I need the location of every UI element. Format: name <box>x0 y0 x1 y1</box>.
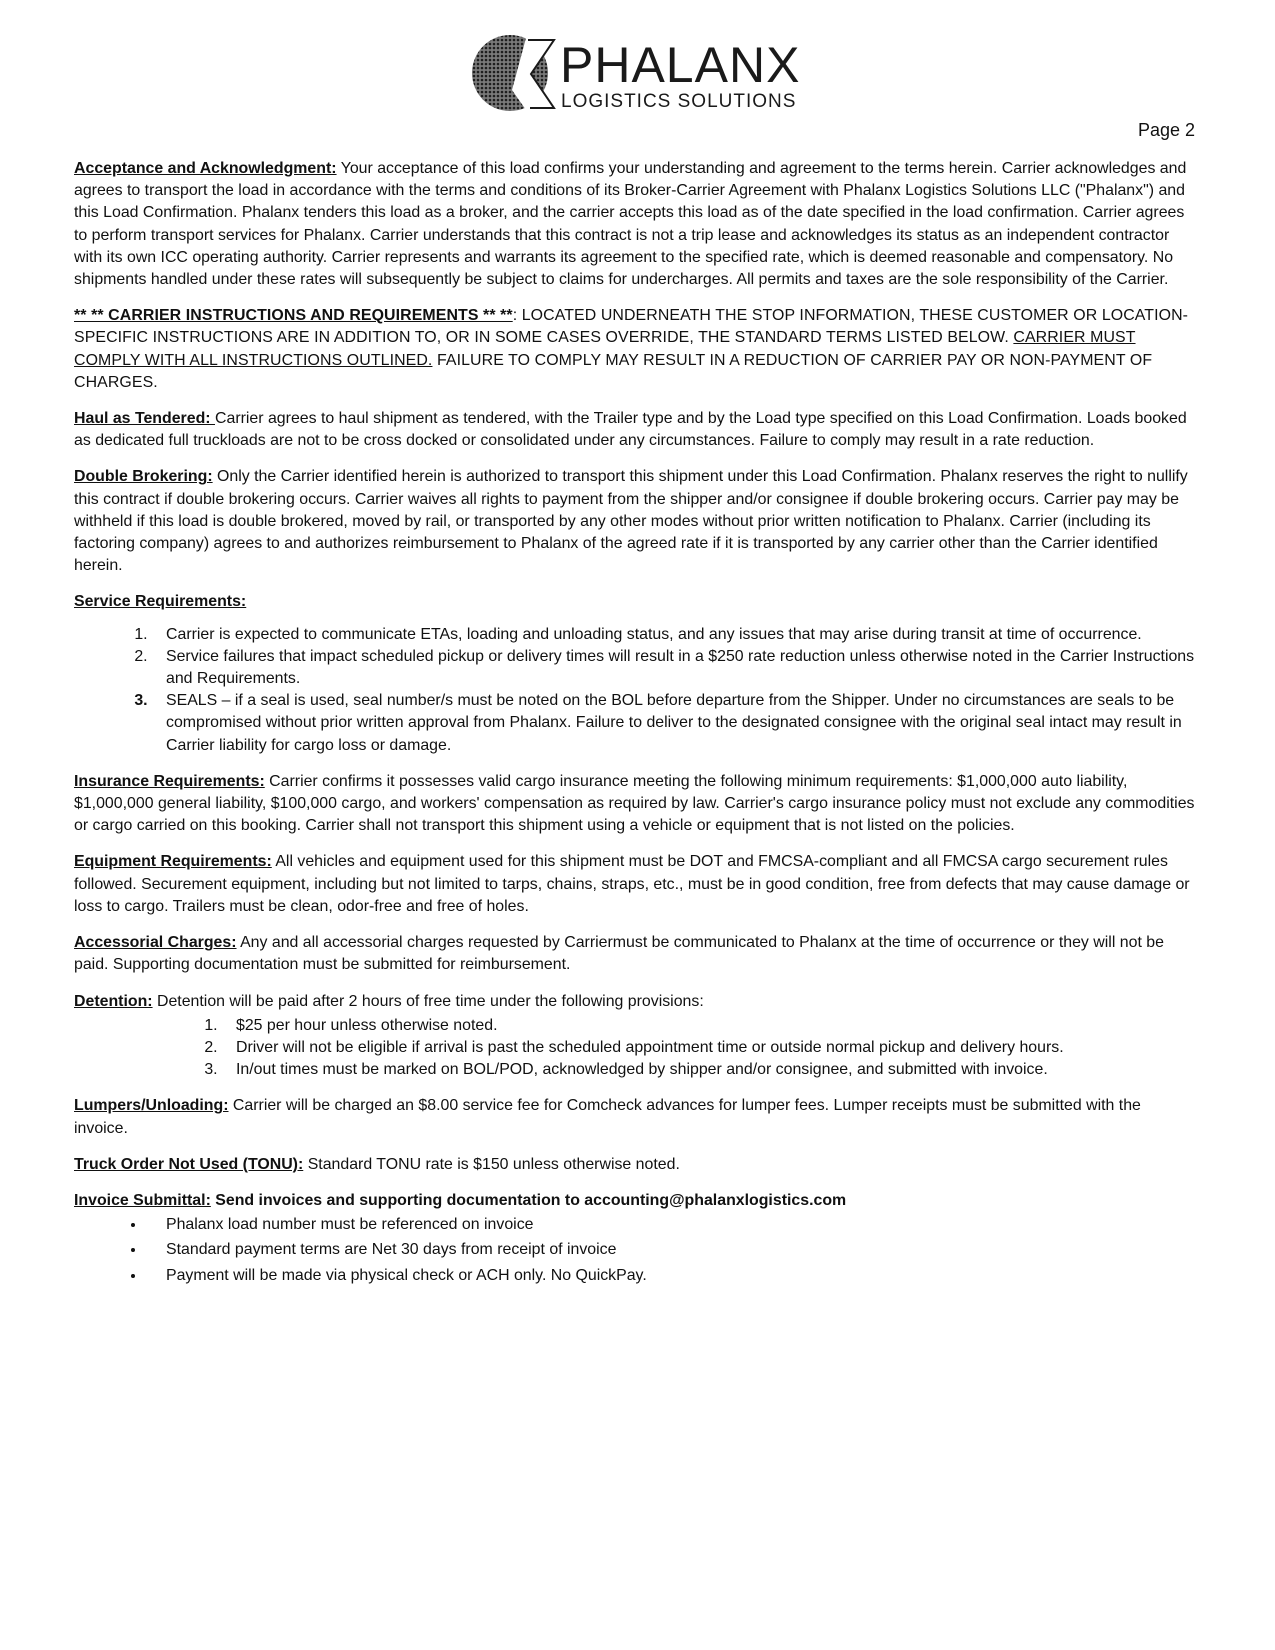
invoice-section <box>74 1190 1196 1287</box>
tonu-text: Standard TONU rate is $150 unless otherwise noted. <box>307 1155 680 1173</box>
list-item: • Payment will be made via physical check or ACH only. No QuickPay. <box>146 1265 1196 1287</box>
list-item: 2. Driver will not be eligible if arrival is past the scheduled appointment time or outside normal pickup and delivery hours. <box>222 1037 1196 1059</box>
list-item: 2. Service failures that impact scheduled pickup or delivery times will result in a $250 rate reduction unless otherwise noted in the Carrier Instructions and Requirements. <box>152 646 1196 690</box>
insurance-section <box>74 771 1196 838</box>
lumpers-heading: Lumpers/Unloading: <box>74 1097 229 1115</box>
insurance-heading: Insurance Requirements: <box>74 772 265 790</box>
detention-section <box>74 991 1196 1082</box>
accessorial-text: Any and all accessorial charges requested by Carriermust be communicated to Phalanx at the time of occurrence or they will not be paid. Supporting documentation must be submitted for reimbursement. <box>74 934 1164 974</box>
detention-text: Detention will be paid after 2 hours of free time under the following provisions: <box>156 992 704 1010</box>
acceptance-heading: Acceptance and Acknowledgment: <box>74 160 337 177</box>
list-item: • Standard payment terms are Net 30 days from receipt of invoice <box>146 1239 1196 1261</box>
carrier-instructions-heading: ** ** CARRIER INSTRUCTIONS AND REQUIREMENTS ** ** <box>74 307 513 325</box>
insurance-text: Carrier confirms it possesses valid cargo insurance meeting the following minimum requirements: $1,000,000 auto liability, $1,000,000 general liability, $100,000 cargo, and workers' compensation as required by law. Carrier's cargo insurance policy must not exclude any commodities or cargo carried on this booking. Carrier shall not transport this shipment using a vehicle or equipment that is not listed on the policies. <box>74 772 1195 835</box>
carrier-instructions-text-after: FAILURE TO COMPLY MAY RESULT IN A REDUCTION OF CARRIER PAY OR NON-PAYMENT OF CHARGES. <box>74 351 1153 391</box>
accessorial-heading: Accessorial Charges: <box>74 934 237 952</box>
list-item: 1. Carrier is expected to communicate ETAs, loading and unloading status, and any issues that may arise during transit at time of occurrence. <box>152 624 1196 646</box>
list-item: 3. In/out times must be marked on BOL/POD, acknowledged by shipper and/or consignee, and submitted with invoice. <box>222 1059 1196 1081</box>
lumpers-section <box>74 1095 1196 1139</box>
accessorial-section <box>74 932 1196 976</box>
service-section <box>74 591 1196 756</box>
globe-dot-icon <box>468 30 558 116</box>
haul-heading: Haul as Tendered: <box>74 410 215 428</box>
equipment-heading: Equipment Requirements: <box>74 853 272 871</box>
double-brokering-heading: Double Brokering: <box>74 468 213 486</box>
haul-section <box>74 408 1196 452</box>
invoice-text: Send invoices and supporting documentation to accounting@phalanxlogistics.com <box>215 1191 847 1209</box>
double-brokering-section <box>74 466 1196 577</box>
logo-subtitle: LOGISTICS SOLUTIONS <box>561 91 797 112</box>
equipment-text: All vehicles and equipment used for this shipment must be DOT and FMCSA-compliant and all FMCSA cargo securement rules followed. Securement equipment, including but not limited to tarps, chains, straps, etc., must be in good condition, free from defects that may cause damage or loss to cargo. Trailers must be clean, odor-free and free of holes. <box>74 853 1190 915</box>
carrier-instructions-section <box>74 305 1196 394</box>
invoice-heading: Invoice Submittal: <box>74 1191 211 1209</box>
invoice-list <box>74 1214 1196 1287</box>
list-item: • Phalanx load number must be referenced on invoice <box>146 1214 1196 1236</box>
haul-text: Carrier agrees to haul shipment as tendered, with the Trailer type and by the Load type specified on this Load Confirmation. Loads booked as dedicated full truckloads are not to be cross docked or consolidated under any circumstances. Failure to comply may result in a rate reduction. <box>74 410 1187 450</box>
equipment-section <box>74 851 1196 918</box>
acceptance-text: Your acceptance of this load confirms your understanding and agreement to the terms herein. Carrier acknowledges and agrees to transport the load in accordance with the terms and conditions of its Broker-Carrier Agreement with Phalanx Logistics Solutions LLC ("Phalanx") and this Load Confirmation. Phalanx tenders this load as a broker, and the carrier accepts this load as of the date specified in the load confirmation. Carrier agrees to perform transport services for Phalanx. Carrier understands that this contract is not a trip lease and acknowledges its status as an independent contractor with its own ICC operating authority. Carrier represents and warrants its agreement to the specified rate, which is deemed reasonable and compensatory. No shipments handled under these rates will subsequently be subject to claims for undercharges. All permits and taxes are the sole responsibility of the Carrier. <box>74 160 1187 289</box>
logo-name: PHALANX <box>560 37 801 93</box>
document-body <box>74 158 1196 1290</box>
carrier-instructions-text: : LOCATED UNDERNEATH THE STOP INFORMATION, THESE CUSTOMER OR LOCATION-SPECIFIC INSTRUCTIONS ARE IN ADDITION TO, OR IN SOME CASES OVERRIDE, THE STANDARD TERMS LISTED BELOW. <box>74 307 1189 347</box>
list-item: 3. SEALS – if a seal is used, seal number/s must be noted on the BOL before departure from the Shipper. Under no circumstances are seals to be compromised without prior written approval from Phalanx. Failure to deliver to the designated consignee with the original seal intact may result in Carrier liability for cargo loss or damage. <box>152 690 1196 757</box>
service-list <box>74 624 1196 757</box>
tonu-section <box>74 1154 1196 1176</box>
tonu-heading: Truck Order Not Used (TONU): <box>74 1155 304 1173</box>
carrier-instructions-underlined: CARRIER MUST COMPLY WITH ALL INSTRUCTIONS OUTLINED. <box>74 329 1136 369</box>
page-number: Page 2 <box>1137 120 1195 140</box>
list-item: 1. $25 per hour unless otherwise noted. <box>222 1015 1196 1037</box>
acceptance-section <box>74 158 1196 291</box>
detention-heading: Detention: <box>74 992 153 1010</box>
detention-list <box>74 1015 1196 1082</box>
service-heading: Service Requirements: <box>74 593 247 611</box>
lumpers-text: Carrier will be charged an $8.00 service fee for Comcheck advances for lumper fees. Lumper receipts must be submitted with the invoice. <box>74 1097 1141 1137</box>
double-brokering-text: Only the Carrier identified herein is authorized to transport this shipment under this Load Confirmation. Phalanx reserves the right to nullify this contract if double brokering occurs. Carrier waives all rights to payment from the shipper and/or consignee if double brokering occurs. Carrier pay may be withheld if this load is double brokered, moved by rail, or transported by any other modes without prior written notification to Phalanx. Carrier (including its factoring company) agrees to and authorizes reimbursement to Phalanx of the agreed rate if it is transported by any carrier other than the Carrier identified herein. <box>74 468 1188 575</box>
company-logo <box>468 30 808 116</box>
